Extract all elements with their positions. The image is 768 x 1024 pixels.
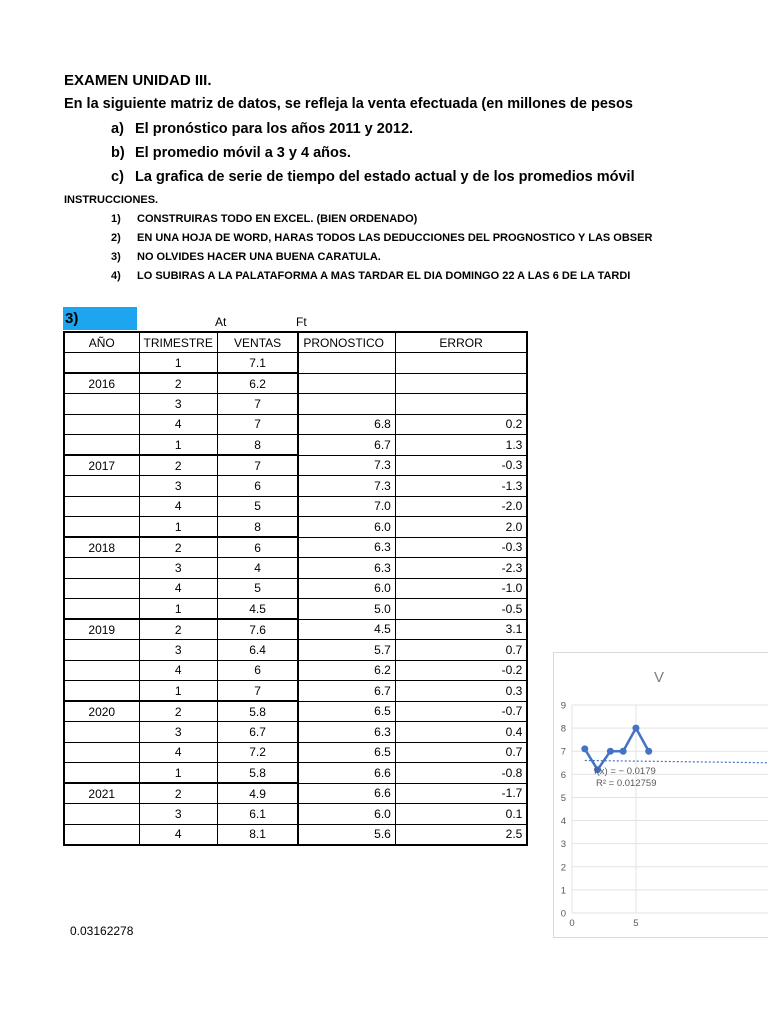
cell-year	[64, 742, 139, 763]
table-row	[64, 660, 527, 681]
item-a-marker: a)	[111, 121, 124, 137]
cell-forecast	[298, 394, 395, 415]
instructions-title: INSTRUCCIONES.	[64, 194, 159, 206]
series-line	[585, 728, 649, 770]
cell-year	[64, 353, 139, 374]
cell-quarter: 2	[139, 455, 217, 476]
cell-error: 0.2	[395, 414, 527, 435]
cell-forecast: 7.0	[298, 496, 395, 517]
cell-forecast: 7.3	[298, 455, 395, 476]
instruction-2-text: EN UNA HOJA DE WORD, HARAS TODOS LAS DEDUCCIONES DEL PROGNOSTICO Y LAS OBSER	[137, 232, 653, 244]
chart-svg	[554, 653, 768, 937]
instruction-1-text: CONSTRUIRAS TODO EN EXCEL. (BIEN ORDENADO)	[137, 213, 418, 225]
cell-quarter: 4	[139, 824, 217, 845]
header-row	[64, 332, 527, 353]
cell-forecast: 6.3	[298, 537, 395, 558]
cell-sales: 7	[217, 394, 298, 415]
table-row	[64, 722, 527, 743]
cell-sales: 6.4	[217, 640, 298, 661]
item-b-text: El promedio móvil a 3 y 4 años.	[135, 145, 351, 161]
cell-forecast: 7.3	[298, 476, 395, 497]
cell-quarter: 2	[139, 783, 217, 804]
cell-quarter: 4	[139, 660, 217, 681]
table-row	[64, 742, 527, 763]
item-b-marker: b)	[111, 145, 125, 161]
header-year: AÑO	[64, 332, 139, 353]
chart-title-fragment: V	[654, 669, 665, 686]
section-label: 3)	[63, 307, 137, 330]
table-row	[64, 804, 527, 825]
cell-forecast	[298, 353, 395, 374]
cell-year	[64, 599, 139, 620]
cell-year	[64, 435, 139, 456]
cell-error: -0.8	[395, 763, 527, 784]
cell-sales: 7	[217, 681, 298, 702]
cell-forecast: 5.7	[298, 640, 395, 661]
cell-forecast: 6.2	[298, 660, 395, 681]
x-tick-label: 5	[633, 918, 639, 929]
cell-forecast: 5.6	[298, 824, 395, 845]
cell-sales: 6	[217, 660, 298, 681]
cell-year	[64, 681, 139, 702]
y-tick-label: 8	[560, 723, 566, 735]
cell-quarter: 1	[139, 681, 217, 702]
cell-error: 2.5	[395, 824, 527, 845]
instruction-4-marker: 4)	[111, 270, 121, 282]
table-row	[64, 537, 527, 558]
item-a-text: El pronóstico para los años 2011 y 2012.	[135, 121, 414, 137]
cell-sales: 4.9	[217, 783, 298, 804]
cell-quarter: 1	[139, 599, 217, 620]
cell-error: 0.3	[395, 681, 527, 702]
cell-error: -1.7	[395, 783, 527, 804]
trendline	[585, 760, 768, 762]
header-quarter: TRIMESTRE	[139, 332, 217, 353]
table-row	[64, 496, 527, 517]
cell-year	[64, 640, 139, 661]
cell-forecast	[298, 373, 395, 394]
trendline-r2: R² = 0.012759	[596, 778, 657, 789]
cell-forecast: 6.6	[298, 763, 395, 784]
instruction-3-text: NO OLVIDES HACER UNA BUENA CARATULA.	[137, 251, 381, 263]
cell-forecast: 6.0	[298, 578, 395, 599]
cell-year	[64, 660, 139, 681]
cell-quarter: 4	[139, 496, 217, 517]
instruction-1-marker: 1)	[111, 213, 121, 225]
cell-sales: 8	[217, 435, 298, 456]
cell-year	[64, 414, 139, 435]
cell-forecast: 6.0	[298, 517, 395, 538]
cell-error: 0.7	[395, 742, 527, 763]
cell-quarter: 1	[139, 435, 217, 456]
instruction-4-text: LO SUBIRAS A LA PALATAFORMA A MAS TARDAR EL DIA DOMINGO 22 A LAS 6 DE LA TARDI	[137, 270, 631, 282]
cell-year: 2017	[64, 455, 139, 476]
at-marker: At	[215, 315, 227, 329]
table-row	[64, 394, 527, 415]
cell-year	[64, 558, 139, 579]
cell-quarter: 3	[139, 640, 217, 661]
table-row	[64, 701, 527, 722]
item-c-marker: c)	[111, 169, 124, 185]
cell-quarter: 2	[139, 619, 217, 640]
cell-year	[64, 722, 139, 743]
cell-forecast: 6.5	[298, 701, 395, 722]
cell-year	[64, 804, 139, 825]
cell-quarter: 3	[139, 722, 217, 743]
cell-year	[64, 496, 139, 517]
cell-error: -2.0	[395, 496, 527, 517]
y-tick-label: 5	[560, 792, 566, 804]
y-tick-label: 7	[560, 746, 566, 758]
instruction-2-marker: 2)	[111, 232, 121, 244]
table-row	[64, 353, 527, 374]
header-sales: VENTAS	[217, 332, 298, 353]
trendline-equation: f(x) = − 0.0179	[594, 766, 656, 777]
ft-marker: Ft	[296, 315, 307, 329]
table-row	[64, 414, 527, 435]
cell-error: -0.3	[395, 455, 527, 476]
cell-year	[64, 476, 139, 497]
cell-forecast: 6.8	[298, 414, 395, 435]
cell-error: 0.1	[395, 804, 527, 825]
cell-forecast: 6.5	[298, 742, 395, 763]
data-point	[581, 745, 588, 752]
table-row	[64, 578, 527, 599]
y-tick-label: 9	[560, 700, 566, 712]
cell-sales: 6	[217, 476, 298, 497]
intro-text: En la siguiente matriz de datos, se refleja la venta efectuada (en millones de pesos	[64, 96, 633, 112]
cell-sales: 7.2	[217, 742, 298, 763]
table-row	[64, 476, 527, 497]
header-forecast: PRONOSTICO	[298, 332, 395, 353]
table-row	[64, 373, 527, 394]
cell-quarter: 4	[139, 742, 217, 763]
cell-sales: 4.5	[217, 599, 298, 620]
cell-forecast: 6.0	[298, 804, 395, 825]
cell-year	[64, 824, 139, 845]
cell-error: 2.0	[395, 517, 527, 538]
table-row	[64, 763, 527, 784]
data-point	[620, 748, 627, 755]
cell-sales: 6.7	[217, 722, 298, 743]
cell-error: 3.1	[395, 619, 527, 640]
cell-year: 2019	[64, 619, 139, 640]
cell-error: -2.3	[395, 558, 527, 579]
cell-sales: 5.8	[217, 763, 298, 784]
x-tick-label: 0	[569, 918, 575, 929]
cell-error	[395, 394, 527, 415]
header-error: ERROR	[395, 332, 527, 353]
y-tick-label: 6	[560, 769, 566, 781]
table-row	[64, 599, 527, 620]
cell-sales: 4	[217, 558, 298, 579]
cell-forecast: 6.3	[298, 722, 395, 743]
cell-error: 0.4	[395, 722, 527, 743]
table-row	[64, 435, 527, 456]
sales-chart[interactable]	[553, 652, 768, 938]
cell-forecast: 4.5	[298, 619, 395, 640]
cell-sales: 6.1	[217, 804, 298, 825]
cell-year: 2020	[64, 701, 139, 722]
cell-quarter: 4	[139, 578, 217, 599]
cell-quarter: 3	[139, 476, 217, 497]
cell-quarter: 2	[139, 373, 217, 394]
cell-sales: 7	[217, 414, 298, 435]
cell-forecast: 6.7	[298, 681, 395, 702]
cell-quarter: 3	[139, 558, 217, 579]
cell-sales: 5	[217, 496, 298, 517]
cell-error: -1.0	[395, 578, 527, 599]
exam-title: EXAMEN UNIDAD III.	[64, 72, 212, 89]
y-tick-label: 4	[560, 816, 566, 828]
cell-sales: 6	[217, 537, 298, 558]
cell-quarter: 1	[139, 763, 217, 784]
table-row	[64, 619, 527, 640]
table-row	[64, 640, 527, 661]
cell-sales: 5	[217, 578, 298, 599]
cell-year: 2021	[64, 783, 139, 804]
table-row	[64, 783, 527, 804]
cell-error	[395, 353, 527, 374]
cell-forecast: 6.3	[298, 558, 395, 579]
cell-quarter: 1	[139, 517, 217, 538]
cell-error: -0.2	[395, 660, 527, 681]
cell-error	[395, 373, 527, 394]
cell-quarter: 2	[139, 537, 217, 558]
cell-sales: 7	[217, 455, 298, 476]
footer-value: 0.03162278	[70, 924, 134, 938]
cell-error: 1.3	[395, 435, 527, 456]
table-row	[64, 455, 527, 476]
cell-quarter: 4	[139, 414, 217, 435]
cell-forecast: 6.6	[298, 783, 395, 804]
cell-error: -0.5	[395, 599, 527, 620]
cell-sales: 6.2	[217, 373, 298, 394]
table-row	[64, 824, 527, 845]
data-point	[607, 748, 614, 755]
cell-forecast: 5.0	[298, 599, 395, 620]
table-row	[64, 558, 527, 579]
y-tick-label: 0	[560, 908, 566, 920]
instruction-3-marker: 3)	[111, 251, 121, 263]
table-row	[64, 517, 527, 538]
cell-quarter: 3	[139, 804, 217, 825]
y-tick-label: 3	[560, 839, 566, 851]
cell-error: -1.3	[395, 476, 527, 497]
cell-error: -0.7	[395, 701, 527, 722]
cell-quarter: 2	[139, 701, 217, 722]
cell-sales: 8	[217, 517, 298, 538]
cell-sales: 8.1	[217, 824, 298, 845]
cell-year: 2018	[64, 537, 139, 558]
sales-table	[63, 331, 528, 846]
y-tick-label: 1	[560, 885, 566, 897]
data-point	[645, 748, 652, 755]
y-tick-label: 2	[560, 862, 566, 874]
cell-year	[64, 763, 139, 784]
table-row	[64, 681, 527, 702]
cell-error: 0.7	[395, 640, 527, 661]
cell-forecast: 6.7	[298, 435, 395, 456]
cell-year	[64, 517, 139, 538]
cell-quarter: 3	[139, 394, 217, 415]
item-c-text: La grafica de serie de tiempo del estado actual y de los promedios móvil	[135, 169, 635, 185]
data-point	[632, 725, 639, 732]
cell-quarter: 1	[139, 353, 217, 374]
cell-year: 2016	[64, 373, 139, 394]
cell-sales: 7.6	[217, 619, 298, 640]
cell-sales: 7.1	[217, 353, 298, 374]
cell-error: -0.3	[395, 537, 527, 558]
cell-year	[64, 394, 139, 415]
cell-sales: 5.8	[217, 701, 298, 722]
cell-year	[64, 578, 139, 599]
